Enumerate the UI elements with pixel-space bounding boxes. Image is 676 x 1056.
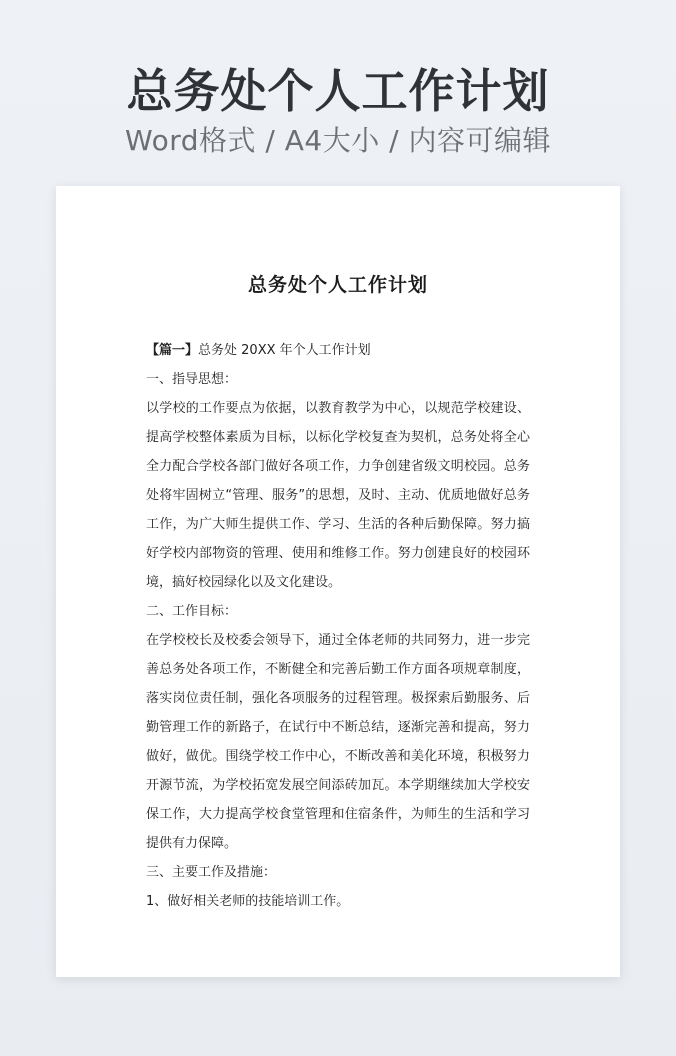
paragraph-work-goals: 在学校校长及校委会领导下，通过全体老师的共同努力，进一步完善总务处各项工作，不断健全和完善后勤工作方面各项规章制度，落实岗位责任制，强化各项服务的过程管理。极探索后勤服务、后勤管理工作的新路子，在试行中不断总结，逐渐完善和提高，努力做好，做优。围绕学校工作中心，不断改善和美化环境，积极努力开源节流，为学校拓宽发展空间添砖加瓦。本学期继续加大学校安保工作，大力提高学校食堂管理和住宿条件，为师生的生活和学习提供有力保障。 bbox=[146, 633, 530, 851]
document-page bbox=[56, 186, 620, 977]
heading-guiding-ideology: 一、指导思想： bbox=[146, 372, 238, 387]
section-title: 总务处 20XX 年个人工作计划 bbox=[198, 343, 371, 358]
section-heading bbox=[146, 336, 530, 365]
heading-main-work: 三、主要工作及措施： bbox=[146, 865, 277, 880]
document-body bbox=[146, 336, 530, 916]
section-tag: 【篇一】 bbox=[146, 343, 199, 358]
banner-subtitle: Word格式 / A4大小 / 内容可编辑 bbox=[125, 124, 551, 157]
banner-title: 总务处个人工作计划 bbox=[126, 64, 550, 118]
banner-header bbox=[0, 62, 676, 160]
document-title: 总务处个人工作计划 bbox=[247, 274, 428, 296]
heading-work-goals: 二、工作目标： bbox=[146, 604, 238, 619]
paragraph-guiding-ideology: 以学校的工作要点为依据，以教育教学为中心，以规范学校建设、提高学校整体素质为目标，以标化学校复查为契机，总务处将全心全力配合学校各部门做好各项工作，力争创建省级文明校园。总务处将牢固树立“管理、服务”的思想，及时、主动、优质地做好总务工作，为广大师生提供工作、学习、生活的各种后勤保障。努力搞好学校内部物资的管理、使用和维修工作。努力创建良好的校园环境，搞好校园绿化以及文化建设。 bbox=[146, 401, 530, 590]
list-item-training: 1、做好相关老师的技能培训工作。 bbox=[146, 894, 350, 909]
